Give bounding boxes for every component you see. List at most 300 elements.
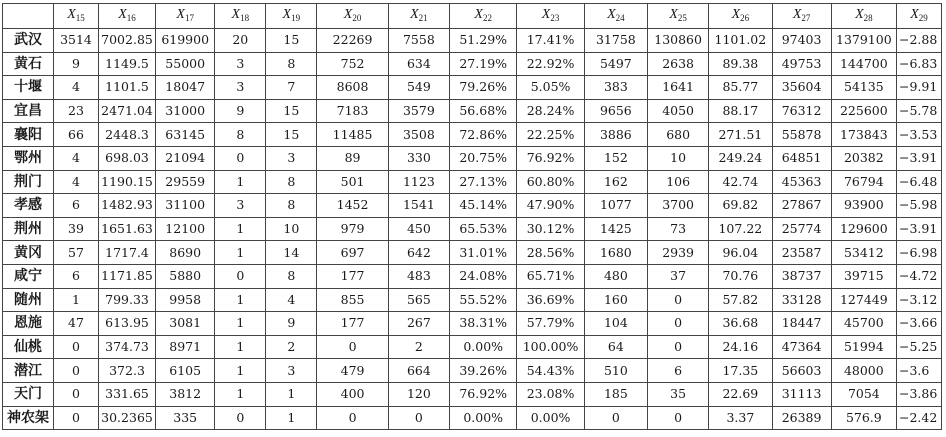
value-cell: 855 <box>317 288 388 312</box>
value-cell: 20.75% <box>450 146 517 170</box>
value-cell: 1651.63 <box>98 217 155 241</box>
value-cell: 60.80% <box>517 170 584 194</box>
value-cell: 0 <box>54 406 99 430</box>
column-header-subscript: 16 <box>126 12 136 23</box>
value-cell: 47.90% <box>517 194 584 218</box>
value-cell: 31000 <box>156 99 215 123</box>
value-cell: 10 <box>266 217 317 241</box>
column-header-symbol: X <box>231 6 241 22</box>
value-cell: 3 <box>215 194 266 218</box>
value-cell: 3081 <box>156 312 215 336</box>
column-header <box>897 4 942 29</box>
value-cell: 1379100 <box>831 29 896 53</box>
value-cell: 2448.3 <box>98 123 155 147</box>
column-header <box>831 4 896 29</box>
city-name-cell: 武汉 <box>3 29 54 53</box>
value-cell: 0 <box>584 406 647 430</box>
value-cell: 56.68% <box>450 99 517 123</box>
value-cell: 1717.4 <box>98 241 155 265</box>
value-cell: 185 <box>584 382 647 406</box>
value-cell: 53412 <box>831 241 896 265</box>
value-cell: 23.08% <box>517 382 584 406</box>
table-row <box>3 264 942 288</box>
value-cell: 1541 <box>388 194 449 218</box>
column-header <box>584 4 647 29</box>
value-cell: 120 <box>388 382 449 406</box>
value-cell: −5.98 <box>897 194 942 218</box>
value-cell: 0 <box>54 359 99 383</box>
value-cell: 1 <box>215 335 266 359</box>
value-cell: 0.00% <box>517 406 584 430</box>
value-cell: 45.14% <box>450 194 517 218</box>
column-header-subscript: 19 <box>291 12 301 23</box>
column-header-subscript: 24 <box>615 12 625 23</box>
value-cell: 23 <box>54 99 99 123</box>
value-cell: 57 <box>54 241 99 265</box>
value-cell: 177 <box>317 312 388 336</box>
value-cell: 479 <box>317 359 388 383</box>
value-cell: 2 <box>388 335 449 359</box>
value-cell: 372.3 <box>98 359 155 383</box>
value-cell: −4.72 <box>897 264 942 288</box>
value-cell: 45700 <box>831 312 896 336</box>
value-cell: 501 <box>317 170 388 194</box>
city-name-cell: 咸宁 <box>3 264 54 288</box>
value-cell: 5.05% <box>517 76 584 100</box>
data-table <box>2 3 942 430</box>
value-cell: 0 <box>648 312 709 336</box>
value-cell: 1149.5 <box>98 52 155 76</box>
table-row <box>3 76 942 100</box>
value-cell: 3812 <box>156 382 215 406</box>
column-header-symbol: X <box>410 6 419 22</box>
column-header-symbol: X <box>731 6 741 22</box>
value-cell: 549 <box>388 76 449 100</box>
column-header-subscript: 18 <box>240 12 250 23</box>
value-cell: 38737 <box>772 264 831 288</box>
table-row <box>3 123 942 147</box>
value-cell: 162 <box>584 170 647 194</box>
value-cell: 1482.93 <box>98 194 155 218</box>
value-cell: 127449 <box>831 288 896 312</box>
value-cell: 65.53% <box>450 217 517 241</box>
value-cell: 4 <box>54 76 99 100</box>
value-cell: 15 <box>266 99 317 123</box>
value-cell: 27867 <box>772 194 831 218</box>
value-cell: 1 <box>215 170 266 194</box>
value-cell: 55.52% <box>450 288 517 312</box>
column-header-symbol: X <box>541 6 551 22</box>
value-cell: 3700 <box>648 194 709 218</box>
column-header <box>54 4 99 29</box>
value-cell: 39.26% <box>450 359 517 383</box>
column-header-symbol: X <box>118 6 127 22</box>
value-cell: 3 <box>215 52 266 76</box>
value-cell: 54.43% <box>517 359 584 383</box>
value-cell: 7558 <box>388 29 449 53</box>
value-cell: 22.69 <box>709 382 772 406</box>
value-cell: 22269 <box>317 29 388 53</box>
value-cell: 1680 <box>584 241 647 265</box>
value-cell: 0 <box>648 335 709 359</box>
value-cell: 4 <box>54 146 99 170</box>
value-cell: 1 <box>266 406 317 430</box>
value-cell: 0 <box>54 382 99 406</box>
value-cell: 3514 <box>54 29 99 53</box>
city-name-cell: 神农架 <box>3 406 54 430</box>
value-cell: 374.73 <box>98 335 155 359</box>
value-cell: 31.01% <box>450 241 517 265</box>
value-cell: 3 <box>215 76 266 100</box>
value-cell: −3.86 <box>897 382 942 406</box>
value-cell: 54135 <box>831 76 896 100</box>
value-cell: −3.53 <box>897 123 942 147</box>
value-cell: 1077 <box>584 194 647 218</box>
value-cell: 4 <box>266 288 317 312</box>
value-cell: 680 <box>648 123 709 147</box>
column-header-subscript: 25 <box>677 12 687 23</box>
value-cell: 2471.04 <box>98 99 155 123</box>
value-cell: 8 <box>215 123 266 147</box>
column-header-subscript: 27 <box>801 12 811 23</box>
value-cell: 65.71% <box>517 264 584 288</box>
value-cell: 76.92% <box>517 146 584 170</box>
value-cell: 8971 <box>156 335 215 359</box>
value-cell: 22.25% <box>517 123 584 147</box>
city-name-cell: 仙桃 <box>3 335 54 359</box>
value-cell: 6 <box>54 264 99 288</box>
value-cell: 42.74 <box>709 170 772 194</box>
city-name-cell: 荆门 <box>3 170 54 194</box>
value-cell: 7002.85 <box>98 29 155 53</box>
value-cell: 144700 <box>831 52 896 76</box>
value-cell: −3.66 <box>897 312 942 336</box>
value-cell: 57.79% <box>517 312 584 336</box>
value-cell: 1101.5 <box>98 76 155 100</box>
table-row <box>3 52 942 76</box>
value-cell: 30.2365 <box>98 406 155 430</box>
column-header-symbol: X <box>282 6 292 22</box>
value-cell: 1425 <box>584 217 647 241</box>
value-cell: 697 <box>317 241 388 265</box>
value-cell: 45363 <box>772 170 831 194</box>
value-cell: 0 <box>215 406 266 430</box>
table-row <box>3 335 942 359</box>
value-cell: 30.12% <box>517 217 584 241</box>
value-cell: 24.16 <box>709 335 772 359</box>
value-cell: 331.65 <box>98 382 155 406</box>
column-header-subscript: 22 <box>482 12 492 23</box>
value-cell: −5.78 <box>897 99 942 123</box>
column-header-symbol: X <box>176 6 185 22</box>
city-name-cell: 荆州 <box>3 217 54 241</box>
column-header <box>517 4 584 29</box>
value-cell: 66 <box>54 123 99 147</box>
value-cell: 619900 <box>156 29 215 53</box>
value-cell: 64851 <box>772 146 831 170</box>
value-cell: 271.51 <box>709 123 772 147</box>
value-cell: 9 <box>215 99 266 123</box>
value-cell: 23587 <box>772 241 831 265</box>
value-cell: 20382 <box>831 146 896 170</box>
city-name-cell: 襄阳 <box>3 123 54 147</box>
value-cell: 3.37 <box>709 406 772 430</box>
value-cell: 450 <box>388 217 449 241</box>
column-header-symbol: X <box>792 6 802 22</box>
value-cell: 17.41% <box>517 29 584 53</box>
value-cell: 3579 <box>388 99 449 123</box>
value-cell: 483 <box>388 264 449 288</box>
value-cell: 510 <box>584 359 647 383</box>
value-cell: 9958 <box>156 288 215 312</box>
value-cell: 664 <box>388 359 449 383</box>
header-row <box>3 4 942 29</box>
value-cell: 39 <box>54 217 99 241</box>
table-row <box>3 170 942 194</box>
value-cell: 335 <box>156 406 215 430</box>
city-name-cell: 潜江 <box>3 359 54 383</box>
value-cell: 56603 <box>772 359 831 383</box>
value-cell: 21094 <box>156 146 215 170</box>
value-cell: 35604 <box>772 76 831 100</box>
value-cell: −3.91 <box>897 146 942 170</box>
value-cell: 8 <box>266 264 317 288</box>
value-cell: 1 <box>215 359 266 383</box>
value-cell: 0 <box>317 335 388 359</box>
value-cell: 27.13% <box>450 170 517 194</box>
value-cell: 8690 <box>156 241 215 265</box>
value-cell: 4 <box>54 170 99 194</box>
value-cell: 88.17 <box>709 99 772 123</box>
value-cell: 0 <box>215 146 266 170</box>
value-cell: 330 <box>388 146 449 170</box>
value-cell: 47 <box>54 312 99 336</box>
value-cell: 15 <box>266 123 317 147</box>
table-row <box>3 359 942 383</box>
column-header <box>450 4 517 29</box>
table-row <box>3 217 942 241</box>
city-name-cell: 十堰 <box>3 76 54 100</box>
value-cell: 106 <box>648 170 709 194</box>
value-cell: 2 <box>266 335 317 359</box>
value-cell: 28.56% <box>517 241 584 265</box>
value-cell: 634 <box>388 52 449 76</box>
value-cell: 18447 <box>772 312 831 336</box>
column-header <box>648 4 709 29</box>
value-cell: 9 <box>266 312 317 336</box>
city-name-cell: 黄石 <box>3 52 54 76</box>
value-cell: 100.00% <box>517 335 584 359</box>
value-cell: −3.6 <box>897 359 942 383</box>
value-cell: 63145 <box>156 123 215 147</box>
value-cell: 76.92% <box>450 382 517 406</box>
value-cell: 1123 <box>388 170 449 194</box>
value-cell: 3886 <box>584 123 647 147</box>
value-cell: 39715 <box>831 264 896 288</box>
value-cell: 3 <box>266 359 317 383</box>
column-header-subscript: 17 <box>184 12 194 23</box>
value-cell: 10 <box>648 146 709 170</box>
value-cell: 1 <box>266 382 317 406</box>
value-cell: 96.04 <box>709 241 772 265</box>
value-cell: 400 <box>317 382 388 406</box>
column-header-subscript: 23 <box>550 12 560 23</box>
value-cell: 8 <box>266 52 317 76</box>
value-cell: 225600 <box>831 99 896 123</box>
value-cell: 0 <box>54 335 99 359</box>
value-cell: 2939 <box>648 241 709 265</box>
value-cell: 383 <box>584 76 647 100</box>
value-cell: 8 <box>266 194 317 218</box>
value-cell: 1101.02 <box>709 29 772 53</box>
column-header-symbol: X <box>67 6 76 22</box>
value-cell: 35 <box>648 382 709 406</box>
value-cell: 29559 <box>156 170 215 194</box>
value-cell: 89.38 <box>709 52 772 76</box>
value-cell: 22.92% <box>517 52 584 76</box>
value-cell: 4050 <box>648 99 709 123</box>
column-header <box>215 4 266 29</box>
value-cell: 27.19% <box>450 52 517 76</box>
value-cell: 130860 <box>648 29 709 53</box>
value-cell: 3 <box>266 146 317 170</box>
column-header-symbol: X <box>607 6 616 22</box>
value-cell: 129600 <box>831 217 896 241</box>
value-cell: 69.82 <box>709 194 772 218</box>
value-cell: 698.03 <box>98 146 155 170</box>
value-cell: 267 <box>388 312 449 336</box>
city-name-cell: 宜昌 <box>3 99 54 123</box>
value-cell: 480 <box>584 264 647 288</box>
city-name-cell: 孝感 <box>3 194 54 218</box>
value-cell: 64 <box>584 335 647 359</box>
value-cell: 8608 <box>317 76 388 100</box>
value-cell: −5.25 <box>897 335 942 359</box>
table-row <box>3 382 942 406</box>
value-cell: 55878 <box>772 123 831 147</box>
value-cell: 70.76 <box>709 264 772 288</box>
value-cell: 85.77 <box>709 76 772 100</box>
value-cell: 173843 <box>831 123 896 147</box>
column-header-subscript: 20 <box>352 12 362 23</box>
value-cell: 36.68 <box>709 312 772 336</box>
value-cell: 9656 <box>584 99 647 123</box>
value-cell: 107.22 <box>709 217 772 241</box>
table-row <box>3 146 942 170</box>
value-cell: 47364 <box>772 335 831 359</box>
table-row <box>3 241 942 265</box>
column-header <box>709 4 772 29</box>
value-cell: −6.98 <box>897 241 942 265</box>
value-cell: 17.35 <box>709 359 772 383</box>
value-cell: 55000 <box>156 52 215 76</box>
value-cell: 576.9 <box>831 406 896 430</box>
value-cell: −9.91 <box>897 76 942 100</box>
value-cell: 979 <box>317 217 388 241</box>
value-cell: 5497 <box>584 52 647 76</box>
value-cell: 76794 <box>831 170 896 194</box>
value-cell: −3.12 <box>897 288 942 312</box>
value-cell: 25774 <box>772 217 831 241</box>
column-header <box>317 4 388 29</box>
value-cell: 1171.85 <box>98 264 155 288</box>
column-header-subscript: 29 <box>918 12 928 23</box>
value-cell: 11485 <box>317 123 388 147</box>
column-header <box>156 4 215 29</box>
value-cell: 97403 <box>772 29 831 53</box>
column-header-subscript: 28 <box>863 12 873 23</box>
column-header <box>3 4 54 29</box>
value-cell: 1 <box>215 241 266 265</box>
value-cell: 6105 <box>156 359 215 383</box>
value-cell: 26389 <box>772 406 831 430</box>
value-cell: 7183 <box>317 99 388 123</box>
value-cell: 31758 <box>584 29 647 53</box>
value-cell: 89 <box>317 146 388 170</box>
column-header-symbol: X <box>474 6 483 22</box>
value-cell: 1 <box>215 382 266 406</box>
value-cell: 1 <box>215 288 266 312</box>
value-cell: 0.00% <box>450 335 517 359</box>
value-cell: 7 <box>266 76 317 100</box>
column-header <box>98 4 155 29</box>
value-cell: 642 <box>388 241 449 265</box>
table-body <box>3 29 942 430</box>
table-row <box>3 312 942 336</box>
value-cell: 49753 <box>772 52 831 76</box>
value-cell: 0 <box>388 406 449 430</box>
value-cell: 5880 <box>156 264 215 288</box>
value-cell: 613.95 <box>98 312 155 336</box>
value-cell: 249.24 <box>709 146 772 170</box>
value-cell: 51994 <box>831 335 896 359</box>
city-name-cell: 恩施 <box>3 312 54 336</box>
value-cell: 48000 <box>831 359 896 383</box>
city-name-cell: 随州 <box>3 288 54 312</box>
value-cell: 28.24% <box>517 99 584 123</box>
column-header-subscript: 26 <box>740 12 750 23</box>
column-header-symbol: X <box>343 6 353 22</box>
value-cell: −6.48 <box>897 170 942 194</box>
value-cell: −2.88 <box>897 29 942 53</box>
value-cell: 20 <box>215 29 266 53</box>
value-cell: 0 <box>648 288 709 312</box>
value-cell: 752 <box>317 52 388 76</box>
value-cell: 0 <box>215 264 266 288</box>
value-cell: 1641 <box>648 76 709 100</box>
value-cell: 0 <box>317 406 388 430</box>
value-cell: 31113 <box>772 382 831 406</box>
value-cell: 104 <box>584 312 647 336</box>
value-cell: 79.26% <box>450 76 517 100</box>
table-row <box>3 194 942 218</box>
value-cell: −3.91 <box>897 217 942 241</box>
column-header <box>388 4 449 29</box>
column-header-subscript: 15 <box>75 12 85 23</box>
value-cell: 565 <box>388 288 449 312</box>
city-name-cell: 鄂州 <box>3 146 54 170</box>
value-cell: 3508 <box>388 123 449 147</box>
value-cell: 31100 <box>156 194 215 218</box>
value-cell: 1 <box>54 288 99 312</box>
city-name-cell: 天门 <box>3 382 54 406</box>
value-cell: 33128 <box>772 288 831 312</box>
value-cell: 8 <box>266 170 317 194</box>
column-header-symbol: X <box>910 6 919 22</box>
value-cell: 15 <box>266 29 317 53</box>
value-cell: 76312 <box>772 99 831 123</box>
table-row <box>3 99 942 123</box>
